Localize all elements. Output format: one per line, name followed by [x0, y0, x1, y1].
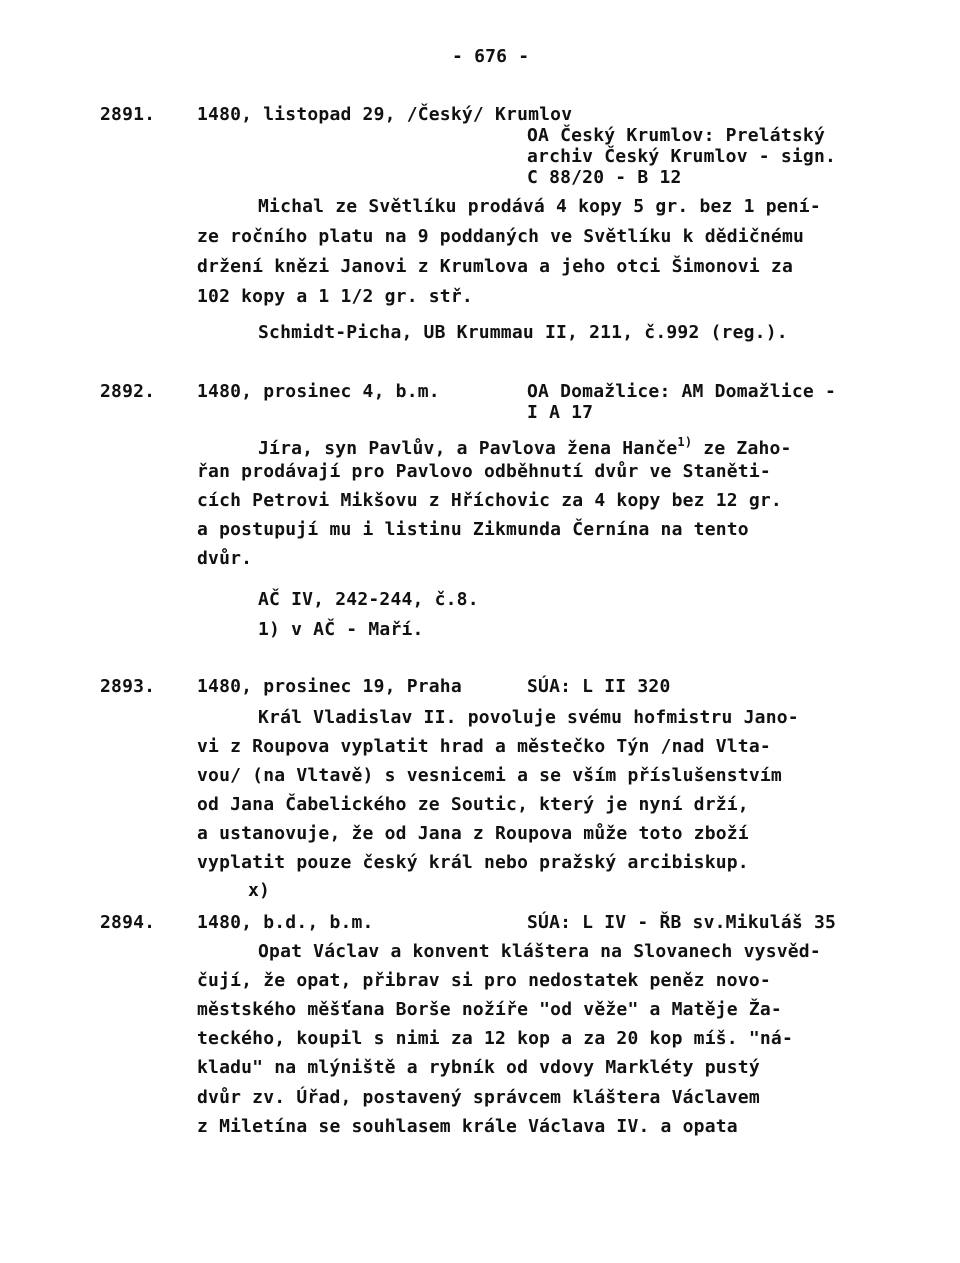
archive-line: I A 17 [527, 402, 594, 423]
entry-number: 2891. [100, 104, 156, 125]
archive-line: SÚA: L II 320 [527, 676, 671, 697]
text-line: držení knězi Janovi z Krumlova a jeho otci Šimonovi za [197, 256, 793, 277]
text-line: čují, že opat, přibrav si pro nedostatek peněz novo- [197, 970, 771, 991]
text-line: z Miletína se souhlasem krále Václava IV. a opata [197, 1116, 738, 1137]
text-line: městského měšťana Borše nožíře "od věže" a Matěje Ža- [197, 999, 782, 1020]
text-fragment: ze Zaho- [692, 438, 792, 459]
text-line: 102 kopy a 1 1/2 gr. stř. [197, 286, 473, 307]
page-number: - 676 - [452, 46, 530, 67]
text-line: vi z Roupova vyplatit hrad a městečko Týn /nad Vlta- [197, 736, 771, 757]
text-line: kladu" na mlýniště a rybník od vdovy Markléty pustý [197, 1057, 760, 1078]
archive-line: SÚA: L IV - ŘB sv.Mikuláš 35 [527, 912, 837, 933]
entry-number: 2893. [100, 676, 156, 697]
archive-line: OA Český Krumlov: Prelátský [527, 125, 825, 146]
entry-header: 1480, b.d., b.m. [197, 912, 374, 933]
text-line: teckého, koupil s nimi za 12 kop a za 20 kop míš. "ná- [197, 1028, 793, 1049]
text-line: dvůr. [197, 548, 253, 569]
text-line [258, 431, 792, 460]
entry-number: 2894. [100, 912, 156, 933]
text-line: vyplatit pouze český král nebo pražský arcibiskup. [197, 852, 749, 873]
text-fragment: Jíra, syn Pavlův, a Pavlova žena Hanče [258, 438, 678, 459]
archive-line: C 88/20 - B 12 [527, 167, 682, 188]
text-line: ze ročního platu na 9 poddaných ve Světlíku k dědičnému [197, 226, 805, 247]
text-line: dvůr zv. Úřad, postavený správcem kláštera Václavem [197, 1087, 760, 1108]
text-line: Michal ze Světlíku prodává 4 kopy 5 gr. bez 1 pení- [258, 196, 821, 217]
source-line: Schmidt-Picha, UB Krummau II, 211, č.992 (reg.). [258, 322, 788, 343]
text-line: řan prodávají pro Pavlovo odběhnutí dvůr ve Staněti- [197, 461, 771, 482]
note-marker: x) [248, 880, 271, 901]
entry-header: 1480, prosinec 4, b.m. [197, 381, 440, 402]
text-line: Král Vladislav II. povoluje svému hofmistru Jano- [258, 707, 799, 728]
text-line: cích Petrovi Mikšovu z Hříchovic za 4 kopy bez 12 gr. [197, 490, 782, 511]
text-line: od Jana Čabelického ze Soutic, který je nyní drží, [197, 794, 749, 815]
text-line: Opat Václav a konvent kláštera na Slovanech vysvěd- [258, 941, 821, 962]
archive-line: OA Domažlice: AM Domažlice - [527, 381, 837, 402]
archive-line: archiv Český Krumlov - sign. [527, 146, 837, 167]
source-line: AČ IV, 242-244, č.8. [258, 589, 479, 610]
footnote-marker: 1) [677, 435, 693, 449]
entry-header: 1480, prosinec 19, Praha [197, 676, 462, 697]
entry-number: 2892. [100, 381, 156, 402]
text-line: a postupují mu i listinu Zikmunda Černína na tento [197, 519, 749, 540]
entry-header: 1480, listopad 29, /Český/ Krumlov [197, 104, 573, 125]
text-line: vou/ (na Vltavě) s vesnicemi a se vším příslušenstvím [197, 765, 782, 786]
text-line: a ustanovuje, že od Jana z Roupova může toto zboží [197, 823, 749, 844]
footnote-line: 1) v AČ - Maří. [258, 619, 424, 640]
